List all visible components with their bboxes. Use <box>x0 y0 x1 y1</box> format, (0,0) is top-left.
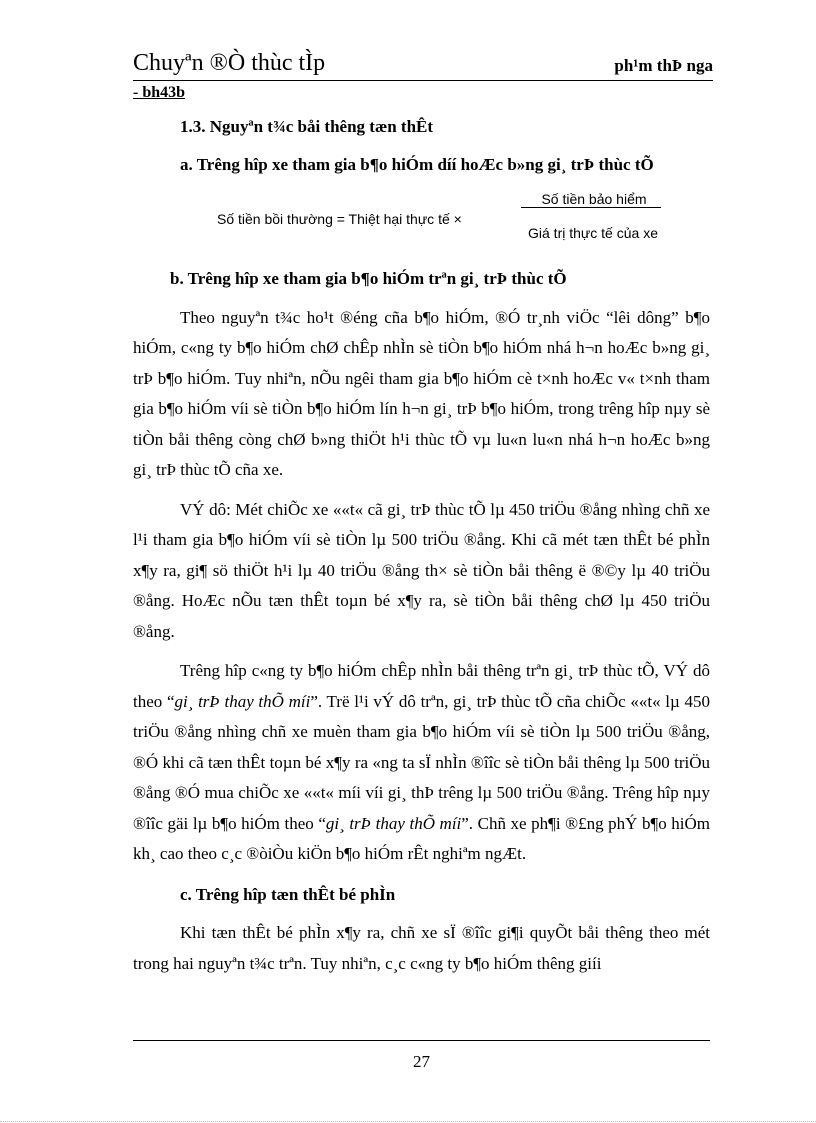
document-body <box>133 112 710 979</box>
page-bottom-border <box>0 1121 816 1122</box>
compensation-formula <box>133 190 710 252</box>
formula-lhs: Số tiền bồi thường = Thiệt hại thực tế × <box>217 211 462 227</box>
paragraph-b3 <box>133 656 710 870</box>
page-number: 27 <box>413 1052 430 1071</box>
section-heading-1-3: 1.3. Nguyªn t¾c båi thêng tæn thÊt <box>180 117 434 136</box>
formula-fraction-bar <box>521 207 661 208</box>
paragraph-b3-italic-2: gi¸ trÞ thay thÕ míi <box>325 813 462 833</box>
paragraph-b1: Theo nguyªn t¾c ho¹t ®éng cña b¶o hiÓm, ®Ó tr¸nh viÖc “lêi dông” b¶o hiÓm, c«ng ty b¶o hiÓm chØ chÊp nhÌn sè tiÒn b¶o hiÓm nhá h¬n hoÆc b»ng gi¸ trÞ b¶o hiÓm. Tuy nhiªn, nÕu ngêi tham gia b¶o hiÓm cè t×nh hoÆc v« t×nh tham gia b¶o hiÓm víi sè tiÒn b¶o hiÓm lín h¬n gi¸ trÞ b¶o hiÓm, trong trêng hîp nµy sè tiÒn båi thêng còng chØ b»ng thiÖt h¹i thùc tÕ vµ lu«n lu«n nhá h¬n hoÆc b»ng gi¸ trÞ thùc tÕ cña xe. <box>133 307 710 479</box>
paragraph-b3-italic-1: gi¸ trÞ thay thÕ míi <box>174 691 311 711</box>
section-heading-a: a. Trêng hîp xe tham gia b¶o hiÓm díí hoÆc b»ng gi¸ trÞ thùc tÕ <box>180 154 654 174</box>
paragraph-c1: Khi tæn thÊt bé phÌn x¶y ra, chñ xe sÏ ®îîc gi¶i quyÕt båi thêng theo mét trong hai nguyªn t¾c trªn. Tuy nhiªn, c¸c c«ng ty b¶o hiÓm thêng giíi <box>133 923 710 973</box>
paragraph-b2: VÝ dô: Mét chiÕc xe ««t« cã gi¸ trÞ thùc tÕ lµ 450 triÖu ®ång nhìng chñ xe l¹i tham gia b¶o hiÓm víi sè tiÒn lµ 500 triÖu ®ång. Khi cã mét tæn thÊt bé phÌn x¶y ra, gi¶ sö thiÖt h¹i lµ 40 triÖu ®ång th× sè tiÒn båi thêng ë ®©y lµ 40 triÖu ®ång. HoÆc nÕu tæn thÊt toµn bé x¶y ra, sè tiÒn båi thêng chØ lµ 450 triÖu ®ång. <box>133 499 710 641</box>
footer-divider <box>133 1040 710 1041</box>
document-code: - bh43b <box>133 84 186 101</box>
paragraph-b3-text-1: Trêng hîp c«ng ty b¶o hiÓm chÊp nhÌn båi thêng trªn gi¸ trÞ thùc tÕ, VÝ dô theo “ <box>133 661 710 711</box>
page-header <box>133 48 713 81</box>
section-heading-c: c. Trêng hîp tæn thÊt bé phÌn <box>180 884 396 904</box>
formula-denominator: Giá trị thực tế của xe <box>528 225 658 241</box>
header-title: Chuyªn ®Ò thùc tÌp <box>133 50 326 76</box>
paragraph-b3-text-3: ”. Chñ xe ph¶i ®£ng phÝ b¶o hiÓm kh¸ cao theo c¸c ®òiÒu kiÖn b¶o hiÓm rÊt nghiªm ngÆt. <box>133 813 710 863</box>
section-heading-b: b. Trêng hîp xe tham gia b¶o hiÓm trªn gi¸ trÞ thùc tÕ <box>170 269 567 288</box>
formula-numerator: Số tiền bảo hiểm <box>541 191 647 207</box>
paragraph-b3-text-2: ”. Trë l¹i vÝ dô trªn, gi¸ trÞ thùc tÕ cña chiÕc ««t« lµ 450 triÖu ®ång nhìng chñ xe muèn tham gia b¶o hiÓm víi sè tiÒn lµ 500 triÖu ®ång, ®Ó khi cã tæn thÊt toµn bé x¶y ra «ng ta sÏ nhÌn ®îîc sè tiÒn båi thêng lµ 500 triÖu ®ång ®Ó mua chiÕc xe ««t« míi víi gi¸ thÞ trêng lµ 500 triÖu ®ång. Trêng hîp nµy ®îîc gäi lµ b¶o hiÓm theo “ <box>133 691 710 833</box>
header-author: ph¹m thÞ nga <box>614 56 713 75</box>
